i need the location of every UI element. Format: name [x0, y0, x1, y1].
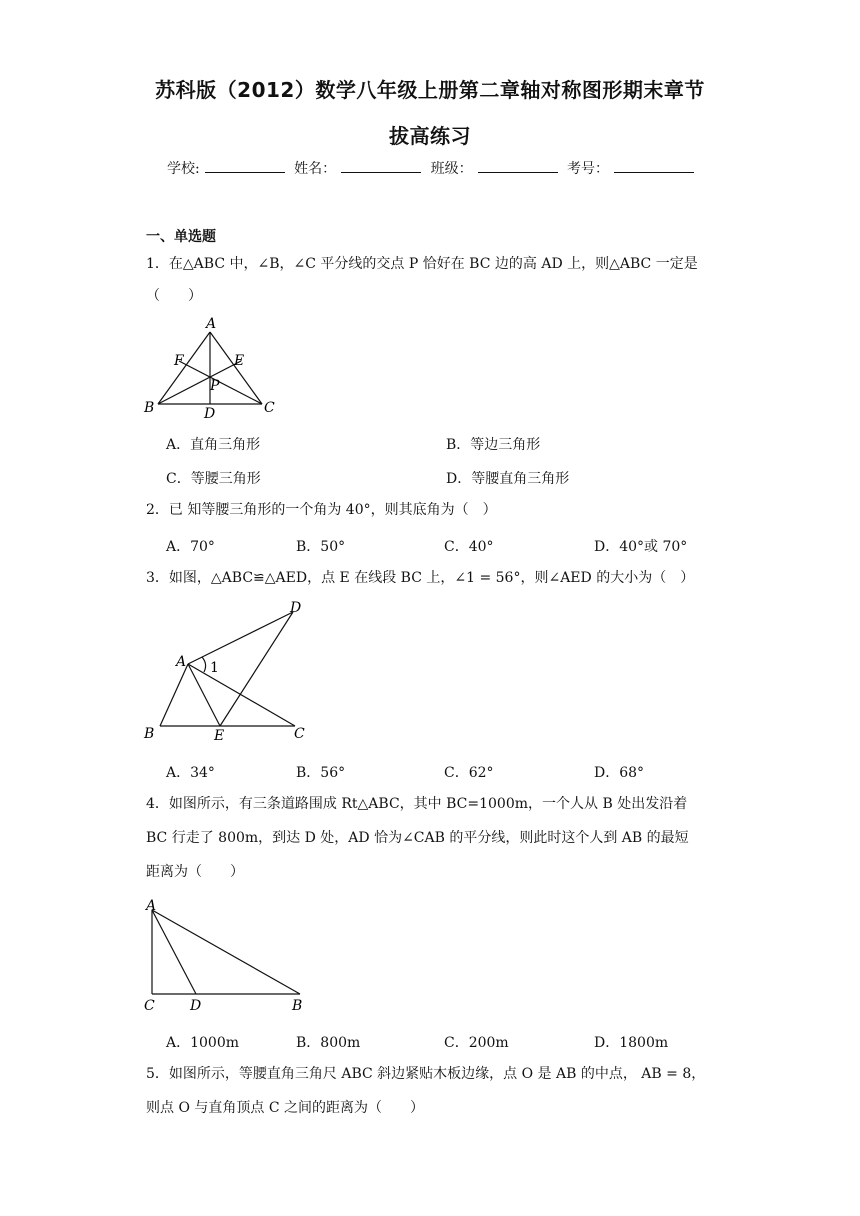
- class-blank[interactable]: [478, 160, 558, 173]
- q2-option-d[interactable]: D．40°或 70°: [594, 539, 688, 555]
- q3-label-b: B: [144, 726, 155, 742]
- q4-stem: 4．如图所示，有三条道路围成 Rt△ABC，其中 BC=1000m，一个人从 B 处出发沿着: [146, 796, 688, 812]
- q4-label-c: C: [144, 998, 155, 1014]
- q3-label-c: C: [294, 726, 305, 742]
- q3-label-angle-1: 1: [210, 660, 219, 676]
- exam-no-blank[interactable]: [614, 160, 694, 173]
- section-heading: 一、单选题: [146, 229, 216, 245]
- q4-option-d[interactable]: D．1800m: [594, 1035, 669, 1051]
- q1-label-f: F: [174, 353, 184, 369]
- q4-stem-line3: 距离为（ ）: [146, 864, 244, 880]
- q1-option-c[interactable]: C．等腰三角形: [166, 471, 261, 487]
- q1-bisector-be: [158, 361, 241, 404]
- school-label: 学校:: [166, 161, 200, 177]
- q5-stem: 5．如图所示，等腰直角三角尺 ABC 斜边紧贴木板边缘，点 O 是 AB 的中点， AB = 8，: [146, 1066, 706, 1082]
- q5-stem-line2: 则点 O 与直角顶点 C 之间的距离为（ ）: [146, 1100, 424, 1116]
- q4-option-b[interactable]: B．800m: [296, 1035, 361, 1051]
- q3-angle-arc: [202, 657, 206, 672]
- q1-figure: [140, 312, 280, 424]
- q1-label-p: P: [210, 378, 220, 394]
- name-label: 姓名：: [294, 161, 337, 177]
- student-info-row: [0, 158, 860, 178]
- q1-label-b: B: [144, 400, 155, 416]
- q3-option-c[interactable]: C．62°: [444, 765, 494, 781]
- q1-option-a[interactable]: A．直角三角形: [166, 437, 261, 453]
- q1-label-c: C: [264, 400, 275, 416]
- q3-option-d[interactable]: D．68°: [594, 765, 645, 781]
- q3-label-e: E: [214, 728, 225, 744]
- q4-option-a[interactable]: A．1000m: [166, 1035, 240, 1051]
- q3-option-a[interactable]: A．34°: [166, 765, 215, 781]
- q4-figure: [140, 894, 320, 1018]
- page-title-line2: 拔高练习: [389, 124, 471, 148]
- q1-stem: 1．在△ABC 中，∠B，∠C 平分线的交点 P 恰好在 BC 边的高 AD 上，则△ABC 一定是: [146, 256, 698, 272]
- q1-stem-line2: （ ）: [146, 288, 202, 304]
- q1-option-d[interactable]: D．等腰直角三角形: [446, 471, 570, 487]
- name-blank[interactable]: [341, 160, 421, 173]
- q4-label-b: B: [292, 998, 303, 1014]
- q3-label-d: D: [290, 600, 302, 616]
- q2-stem: 2．已 知等腰三角形的一个角为 40°，则其底角为（ ）: [146, 502, 497, 518]
- q4-label-a: A: [146, 898, 157, 914]
- q3-label-a: A: [176, 654, 187, 670]
- exam-no-label: 考号：: [567, 161, 610, 177]
- q3-option-b[interactable]: B．56°: [296, 765, 346, 781]
- q1-bisector-cf: [179, 361, 262, 404]
- q2-option-b[interactable]: B．50°: [296, 539, 346, 555]
- q3-side-ad: [188, 612, 293, 664]
- q1-option-b[interactable]: B．等边三角形: [446, 437, 541, 453]
- q2-option-c[interactable]: C．40°: [444, 539, 494, 555]
- class-label: 班级：: [430, 161, 473, 177]
- q3-figure: [140, 596, 320, 746]
- q4-option-c[interactable]: C．200m: [444, 1035, 509, 1051]
- page-title: 苏科版（2012）数学八年级上册第二章轴对称图形期末章节: [155, 78, 705, 102]
- q4-stem-line2: BC 行走了 800m，到达 D 处，AD 恰为∠CAB 的平分线，则此时这个人到 AB 的最短: [146, 830, 689, 846]
- q1-label-a: A: [206, 316, 217, 332]
- q3-stem: 3．如图，△ABC≌△AED，点 E 在线段 BC 上，∠1 = 56°，则∠AED 的大小为（ ）: [146, 570, 695, 586]
- q3-side-ed: [220, 612, 293, 726]
- q1-label-d: D: [204, 406, 216, 422]
- school-blank[interactable]: [205, 160, 285, 173]
- q1-side-ab: [158, 332, 210, 404]
- q3-side-ab: [160, 664, 188, 726]
- q1-label-e: E: [234, 353, 245, 369]
- q4-label-d: D: [190, 998, 202, 1014]
- q2-option-a[interactable]: A．70°: [166, 539, 215, 555]
